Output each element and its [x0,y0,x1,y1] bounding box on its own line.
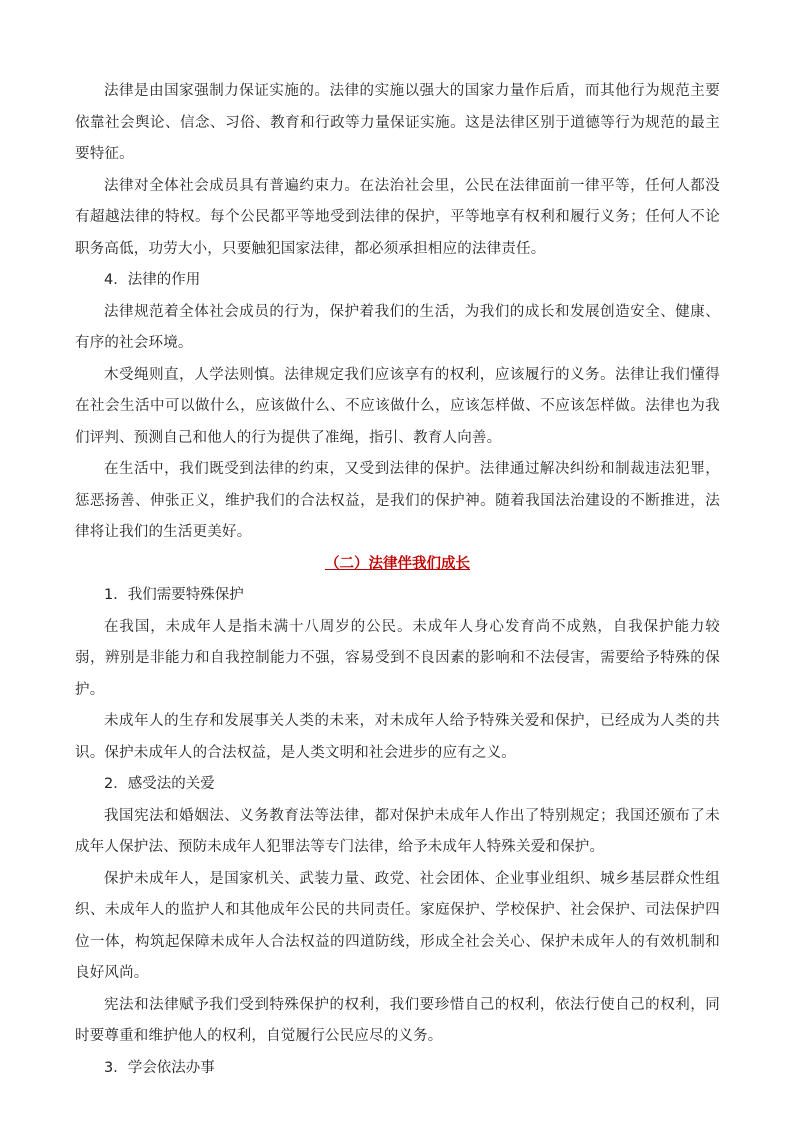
subheading: 4．法律的作用 [104,272,201,288]
paragraph: 未成年人的生存和发展事关人类的未来，对未成年人给予特殊关爱和保护，已经成为人类的共识。保护未成年人的合法权益，是人类文明和社会进步的应有之义。 [75,713,720,761]
paragraph: 保护未成年人，是国家机关、武装力量、政党、社会团体、企业事业组织、城乡基层群众性组织、未成年人的监护人和其他成年公民的共同责任。家庭保护、学校保护、社会保护、司法保护四位一体，构筑起保障未成年人合法权益的四道防线，形成全社会关心、保护未成年人的有效机制和良好风尚。 [75,870,720,981]
subheading: 3．学会依法办事 [104,1059,215,1076]
paragraph: 木受绳则直，人学法则慎。法律规定我们应该享有的权利，应该履行的义务。法律让我们懂得在社会生活中可以做什么，应该做什么、不应该做什么，应该怎样做、不应该怎样做。法律也为我们评判、预测自己和他人的行为提供了准绳，指引、教育人向善。 [75,366,720,446]
subheading: 1．我们需要特殊保护 [104,587,244,603]
paragraph: 在生活中，我们既受到法律的约束，又受到法律的保护。法律通过解决纠纷和制裁违法犯罪，惩恶扬善、伸张正义，维护我们的合法权益，是我们的保护神。随着我国法治建设的不断推进，法律将让我们的生活更美好。 [75,461,720,540]
paragraph: 宪法和法律赋予我们受到特殊保护的权利，我们要珍惜自己的权利，依法行使自己的权利，同时要尊重和维护他人的权利，自觉履行公民应尽的义务。 [75,996,720,1044]
paragraph: 我国宪法和婚姻法、义务教育法等法律，都对保护未成年人作出了特别规定；我国还颁布了未成年人保护法、预防未成年人犯罪法等专门法律，给予未成年人特殊关爱和保护。 [75,807,720,855]
paragraph: 法律对全体社会成员具有普遍约束力。在法治社会里，公民在法律面前一律平等，任何人都没有超越法律的特权。每个公民都平等地受到法律的保护，平等地享有权利和履行义务；任何人不论职务高低，功劳大小，只要触犯国家法律，都必须承担相应的法律责任。 [75,177,720,257]
section-title [75,549,720,581]
document-page [75,76,720,1084]
paragraph: 法律是由国家强制力保证实施的。法律的实施以强大的国家力量作后盾，而其他行为规范主要依靠社会舆论、信念、习俗、教育和行政等力量保证实施。这是法律区别于道德等行为规范的最主要特征。 [75,83,720,162]
paragraph: 法律规范着全体社会成员的行为，保护着我们的生活，为我们的成长和发展创造安全、健康、有序的社会环境。 [75,303,720,351]
paragraph: 在我国，未成年人是指未满十八周岁的公民。未成年人身心发育尚不成熟，自我保护能力较弱，辨别是非能力和自我控制能力不强，容易受到不良因素的影响和不法侵害，需要给予特殊的保护。 [75,618,720,698]
section-title-text: （二）法律伴我们成长 [325,555,470,572]
subheading: 2．感受法的关爱 [104,776,215,792]
